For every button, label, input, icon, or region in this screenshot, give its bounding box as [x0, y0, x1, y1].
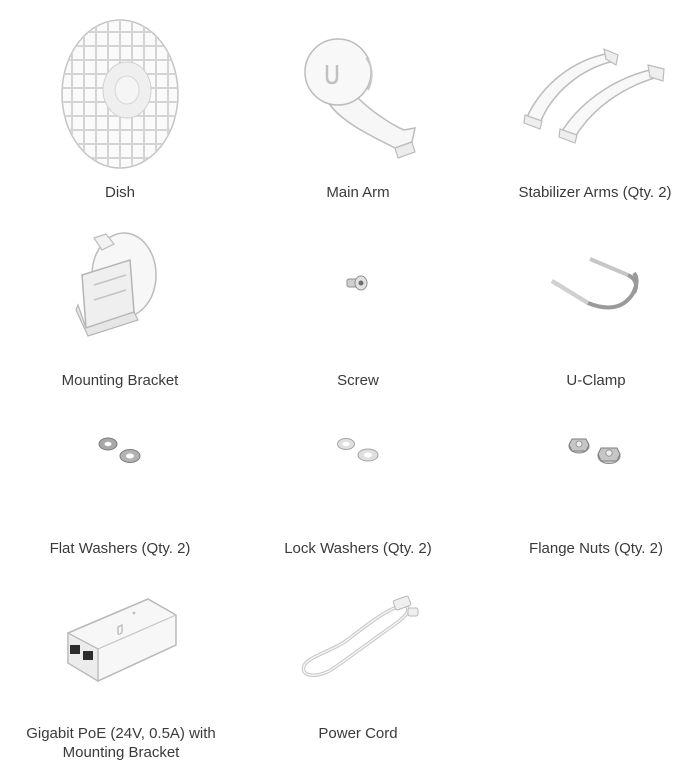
- item-label: Stabilizer Arms (Qty. 2): [518, 184, 672, 201]
- lock-washer-icon: [334, 435, 382, 465]
- stabilizer-arms-icon: [522, 45, 672, 145]
- item-label: U-Clamp: [566, 372, 626, 389]
- screw-icon: [345, 273, 369, 293]
- item-label: Main Arm: [326, 184, 390, 201]
- item-label: Lock Washers (Qty. 2): [284, 540, 432, 557]
- mounting-bracket-icon: [72, 230, 167, 340]
- item-label: Mounting Bracket: [61, 372, 179, 389]
- main-arm-icon: [300, 30, 425, 165]
- item-label: Dish: [104, 184, 135, 201]
- poe-adapter-icon: [64, 593, 182, 685]
- power-cord-icon: [298, 594, 422, 682]
- item-label: Flange Nuts (Qty. 2): [529, 540, 663, 557]
- item-label: Screw: [337, 372, 379, 389]
- item-label: Flat Washers (Qty. 2): [49, 540, 191, 557]
- satellite-dish-icon: [55, 12, 190, 172]
- flange-nut-icon: [565, 432, 625, 468]
- item-label: Gigabit PoE (24V, 0.5A) with Mounting Bracket: [26, 725, 216, 761]
- item-label: Power Cord: [318, 725, 398, 742]
- flat-washer-icon: [96, 434, 146, 466]
- u-clamp-icon: [548, 255, 644, 313]
